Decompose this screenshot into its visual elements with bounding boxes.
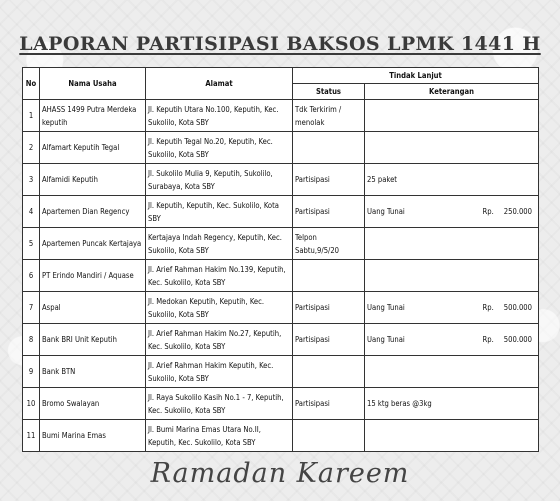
nama-usaha-cell: Bumi Marina Emas <box>40 420 146 452</box>
amount <box>522 269 532 282</box>
nama-usaha-cell: Bromo Swalayan <box>40 388 146 420</box>
keterangan-cell <box>365 324 539 356</box>
table-row <box>23 388 539 420</box>
table-row <box>23 356 539 388</box>
alamat-cell: Jl. Keputih, Keputih, Kec. Sukolilo, Kota SBY <box>146 196 293 228</box>
status-cell <box>293 356 365 388</box>
header-keterangan: Keterangan <box>365 84 539 100</box>
amount <box>522 397 532 410</box>
row-number: 11 <box>23 420 40 452</box>
header-tindak-lanjut: Tindak Lanjut <box>293 68 539 84</box>
amount <box>522 429 532 442</box>
header-no: No <box>23 68 40 100</box>
alamat-cell: Jl. Medokan Keputih, Keputih, Kec. Sukolilo, Kota SBY <box>146 292 293 324</box>
nama-usaha-cell: Aspal <box>40 292 146 324</box>
alamat-cell: Jl. Arief Rahman Hakim No.27, Keputih, Kec. Sukolilo, Kota SBY <box>146 324 293 356</box>
keterangan-cell <box>365 260 539 292</box>
table-row <box>23 132 539 164</box>
participation-table <box>22 67 539 452</box>
alamat-cell: Jl. Arief Rahman Hakim No.139, Keputih, Kec. Sukolilo, Kota SBY <box>146 260 293 292</box>
alamat-cell: Jl. Bumi Marina Emas Utara No.II, Keputih, Kec. Sukolilo, Kota SBY <box>146 420 293 452</box>
table-row <box>23 292 539 324</box>
alamat-cell: Jl. Keputih Tegal No.20, Keputih, Kec. Sukolilo, Kota SBY <box>146 132 293 164</box>
amount <box>522 365 532 378</box>
nama-usaha-cell: Alfamidi Keputih <box>40 164 146 196</box>
keterangan-cell <box>365 100 539 132</box>
table-row <box>23 260 539 292</box>
amount-prefix: Rp. <box>482 207 494 216</box>
status-cell: Partisipasi <box>293 324 365 356</box>
table-row <box>23 100 539 132</box>
status-cell: Partisipasi <box>293 388 365 420</box>
nama-usaha-cell: PT Erindo Mandiri / Aquase <box>40 260 146 292</box>
alamat-cell: Kertajaya Indah Regency, Keputih, Kec. Sukolilo, Kota SBY <box>146 228 293 260</box>
keterangan-cell <box>365 292 539 324</box>
header-status: Status <box>293 84 365 100</box>
row-number: 5 <box>23 228 40 260</box>
keterangan-cell <box>365 420 539 452</box>
row-number: 4 <box>23 196 40 228</box>
nama-usaha-cell: Alfamart Keputih Tegal <box>40 132 146 164</box>
status-cell: Partisipasi <box>293 164 365 196</box>
keterangan-text: Uang Tunai <box>367 207 405 216</box>
keterangan-cell <box>365 132 539 164</box>
keterangan-cell <box>365 228 539 260</box>
nama-usaha-cell: Bank BRI Unit Keputih <box>40 324 146 356</box>
row-number: 9 <box>23 356 40 388</box>
alamat-cell: Jl. Keputih Utara No.100, Keputih, Kec. Sukolilo, Kota SBY <box>146 100 293 132</box>
status-cell: Telpon Sabtu,9/5/20 <box>293 228 365 260</box>
amount <box>482 333 532 346</box>
header-nama-usaha: Nama Usaha <box>40 68 146 100</box>
nama-usaha-cell: Bank BTN <box>40 356 146 388</box>
header-alamat: Alamat <box>146 68 293 100</box>
keterangan-cell <box>365 164 539 196</box>
amount <box>522 109 532 122</box>
table-row <box>23 324 539 356</box>
row-number: 2 <box>23 132 40 164</box>
amount <box>482 205 532 218</box>
keterangan-cell <box>365 356 539 388</box>
row-number: 6 <box>23 260 40 292</box>
keterangan-text: 15 ktg beras @3kg <box>367 399 432 408</box>
amount-value: 250.000 <box>503 207 532 216</box>
amount <box>522 141 532 154</box>
status-cell: Tdk Terkirim / menolak <box>293 100 365 132</box>
row-number: 1 <box>23 100 40 132</box>
row-number: 10 <box>23 388 40 420</box>
alamat-cell: Jl. Sukolilo Mulia 9, Keputih, Sukolilo, Surabaya, Kota SBY <box>146 164 293 196</box>
status-cell <box>293 132 365 164</box>
keterangan-text: 25 paket <box>367 175 397 184</box>
nama-usaha-cell: Apartemen Dian Regency <box>40 196 146 228</box>
table-row <box>23 164 539 196</box>
keterangan-cell <box>365 196 539 228</box>
alamat-cell: Jl. Arief Rahman Hakim Keputih, Kec. Sukolilo, Kota SBY <box>146 356 293 388</box>
keterangan-cell <box>365 388 539 420</box>
amount-prefix: Rp. <box>482 303 494 312</box>
table-row <box>23 196 539 228</box>
status-cell <box>293 260 365 292</box>
status-cell <box>293 420 365 452</box>
alamat-cell: Jl. Raya Sukolilo Kasih No.1 - 7, Keputih, Kec. Sukolilo, Kota SBY <box>146 388 293 420</box>
table-row <box>23 228 539 260</box>
table-row <box>23 420 539 452</box>
amount <box>522 237 532 250</box>
row-number: 7 <box>23 292 40 324</box>
row-number: 3 <box>23 164 40 196</box>
status-cell: Partisipasi <box>293 292 365 324</box>
nama-usaha-cell: Apartemen Puncak Kertajaya <box>40 228 146 260</box>
nama-usaha-cell: AHASS 1499 Putra Merdeka keputih <box>40 100 146 132</box>
ramadan-kareem-signature: Ramadan Kareem <box>150 458 410 489</box>
amount-prefix: Rp. <box>482 335 494 344</box>
keterangan-text: Uang Tunai <box>367 303 405 312</box>
amount-value: 500.000 <box>503 303 532 312</box>
amount-value: 500.000 <box>503 335 532 344</box>
amount <box>522 173 532 186</box>
row-number: 8 <box>23 324 40 356</box>
page-title: LAPORAN PARTISIPASI BAKSOS LPMK 1441 H <box>19 33 541 55</box>
keterangan-text: Uang Tunai <box>367 335 405 344</box>
amount <box>482 301 532 314</box>
status-cell: Partisipasi <box>293 196 365 228</box>
